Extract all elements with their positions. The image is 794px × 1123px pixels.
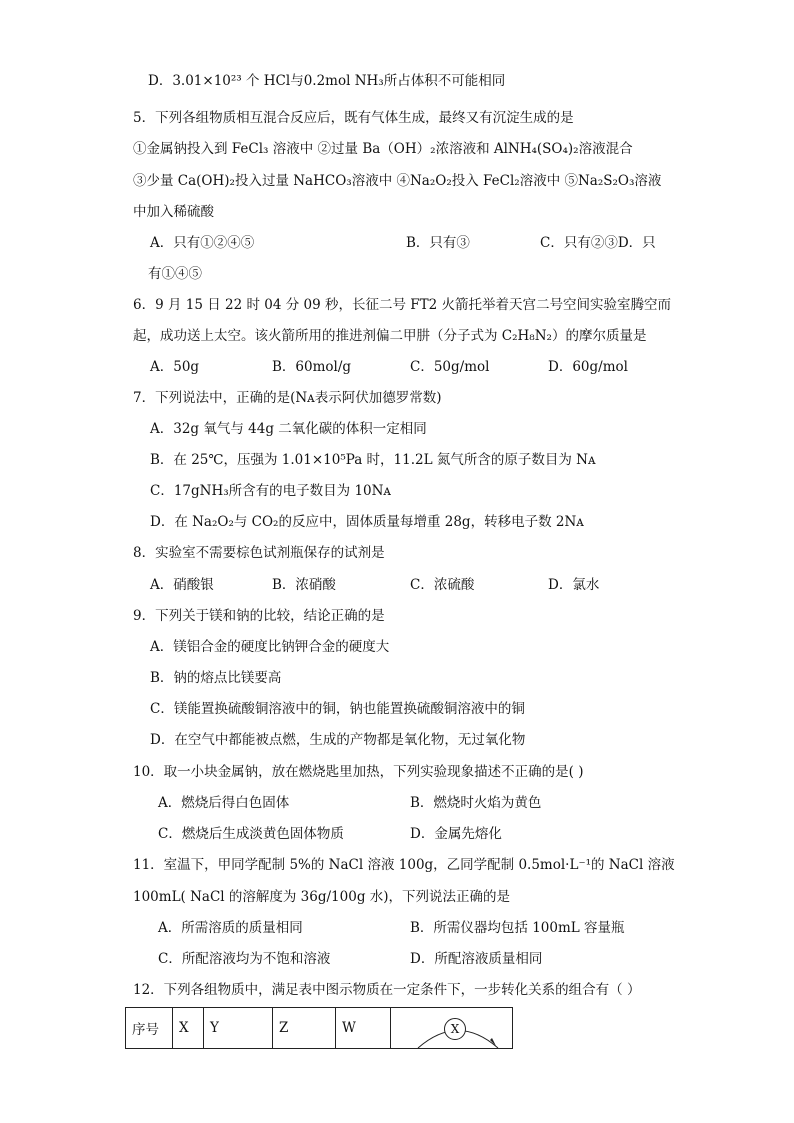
q8-option-d: D．氯水 (548, 577, 600, 593)
q6-line1: 6．9 月 15 日 22 时 04 分 09 秒，长征二号 FT2 火箭托举着天宫二号空间实验室腾空而 (133, 297, 672, 313)
q9-option-a: A．镁铝合金的硬度比钠钾合金的硬度大 (150, 639, 390, 655)
q10-stem: 10．取一小块金属钠，放在燃烧匙里加热，下列实验现象描述不正确的是( ) (133, 764, 584, 780)
q5-option-d-cont: 有①④⑤ (148, 266, 202, 282)
q7-stem: 7．下列说法中，正确的是(Nᴀ表示阿伏加德罗常数) (133, 390, 442, 406)
q5-line3: 中加入稀硫酸 (133, 204, 214, 220)
q9-option-d: D．在空气中都能被点燃，生成的产物都是氧化物，无过氧化物 (150, 732, 526, 748)
q5-stem: 5．下列各组物质相互混合反应后，既有气体生成，最终又有沉淀生成的是 (133, 110, 574, 126)
q4-option-d: D．3.01×10²³ 个 HCl与0.2mol NH₃所占体积不可能相同 (148, 73, 506, 89)
q5-option-a: A．只有①②④⑤ (150, 235, 255, 251)
q5-line1: ①金属钠投入到 FeCl₃ 溶液中 ②过量 Ba（OH）₂浓溶液和 AlNH₄(SO₄)₂溶液混合 (133, 141, 633, 157)
header-cell-z: Z (273, 1008, 336, 1049)
q5-line2: ③少量 Ca(OH)₂投入过量 NaHCO₃溶液中 ④Na₂O₂投入 FeCl₂溶液中 ⑤Na₂S₂O₃溶液 (133, 173, 662, 189)
q9-option-c: C．镁能置换硫酸铜溶液中的铜，钠也能置换硫酸铜溶液中的铜 (150, 701, 525, 717)
diagram-node-x: X (444, 1018, 466, 1040)
header-cell-index: 序号 (126, 1008, 173, 1049)
q5-option-c: C．只有②③D．只 (540, 235, 656, 251)
q6-option-d: D．60g/mol (548, 359, 628, 375)
q10-option-c: C．燃烧后生成淡黄色固体物质 (158, 826, 344, 842)
header-cell-y: Y (204, 1008, 273, 1049)
q7-option-c: C．17gNH₃所含有的电子数目为 10Nᴀ (150, 483, 392, 499)
q10-option-a: A．燃烧后得白色固体 (158, 795, 290, 811)
q6-line2: 起，成功送上太空。该火箭所用的推进剂偏二甲肼（分子式为 C₂H₈N₂）的摩尔质量是 (133, 328, 647, 344)
q7-option-b: B．在 25℃，压强为 1.01×10⁵Pa 时，11.2L 氮气所含的原子数目为 Nᴀ (150, 452, 596, 468)
header-cell-w: W (336, 1008, 391, 1049)
q11-option-c: C．所配溶液均为不饱和溶液 (158, 951, 331, 967)
q10-option-d: D．金属先熔化 (410, 826, 502, 842)
q8-option-c: C．浓硫酸 (410, 577, 475, 593)
q11-option-d: D．所配溶液质量相同 (410, 951, 543, 967)
q9-stem: 9．下列关于镁和钠的比较，结论正确的是 (133, 608, 385, 624)
q11-option-a: A．所需溶质的质量相同 (158, 920, 303, 936)
q7-option-a: A．32g 氧气与 44g 二氧化碳的体积一定相同 (150, 421, 427, 437)
q6-option-b: B．60mol/g (272, 359, 352, 375)
q11-line1: 11．室温下，甲同学配制 5%的 NaCl 溶液 100g，乙同学配制 0.5mol·L⁻¹的 NaCl 溶液 (133, 857, 675, 873)
q6-option-a: A．50g (150, 359, 200, 375)
q5-option-b: B．只有③ (406, 235, 470, 251)
q10-option-b: B．燃烧时火焰为黄色 (410, 795, 542, 811)
q7-option-d: D．在 Na₂O₂与 CO₂的反应中，固体质量每增重 28g，转移电子数 2Nᴀ (150, 514, 584, 530)
q8-option-a: A．硝酸银 (150, 577, 214, 593)
q8-stem: 8．实验室不需要棕色试剂瓶保存的试剂是 (133, 545, 385, 561)
header-cell-x: X (173, 1008, 204, 1049)
q11-option-b: B．所需仪器均包括 100mL 容量瓶 (410, 920, 625, 936)
q12-stem: 12．下列各组物质中，满足表中图示物质在一定条件下，一步转化关系的组合有（ ） (133, 982, 641, 998)
q6-option-c: C．50g/mol (410, 359, 490, 375)
q11-line2: 100mL( NaCl 的溶解度为 36g/100g 水)，下列说法正确的是 (133, 889, 511, 905)
q8-option-b: B．浓硝酸 (272, 577, 336, 593)
q9-option-b: B．钠的熔点比镁要高 (150, 670, 282, 686)
